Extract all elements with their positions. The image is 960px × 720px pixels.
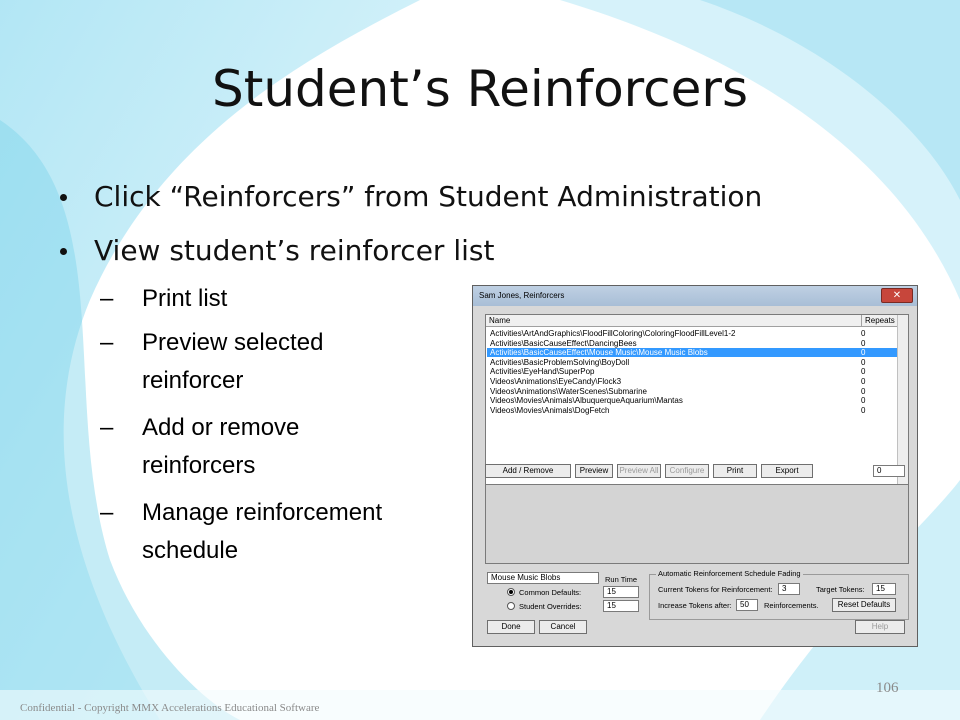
sub-bullet-item: – Add or remove reinforcers bbox=[100, 414, 300, 479]
list-item-repeats: 0 bbox=[861, 348, 866, 358]
reinforcers-dialog bbox=[472, 285, 918, 647]
sub-bullet-item: – Preview selected reinforcer bbox=[100, 329, 324, 394]
list-item-repeats: 0 bbox=[861, 329, 866, 338]
slide-title: Student’s Reinforcers bbox=[211, 60, 748, 118]
target-tokens-field[interactable]: 15 bbox=[872, 583, 896, 595]
list-item-name: Videos\Animations\WaterScenes\Submarine bbox=[490, 386, 647, 396]
student-overrides-label: Student Overrides: bbox=[519, 602, 582, 611]
sub-bullet-item: – Print list bbox=[100, 285, 228, 312]
close-icon: ✕ bbox=[892, 290, 902, 301]
list-item[interactable] bbox=[487, 339, 897, 348]
list-item[interactable] bbox=[487, 329, 897, 338]
common-defaults-label: Common Defaults: bbox=[519, 588, 582, 597]
schedule-fading-group bbox=[649, 569, 909, 620]
close-button[interactable] bbox=[881, 288, 913, 303]
current-tokens-field[interactable]: 3 bbox=[778, 583, 800, 595]
help-button[interactable]: Help bbox=[855, 620, 905, 634]
list-item-repeats: 0 bbox=[861, 367, 866, 377]
student-overrides-radio[interactable] bbox=[507, 602, 515, 610]
list-item-name: Videos\Movies\Animals\DogFetch bbox=[490, 405, 610, 415]
cancel-button[interactable]: Cancel bbox=[539, 620, 587, 634]
list-item[interactable] bbox=[487, 406, 897, 415]
list-item[interactable] bbox=[487, 387, 897, 396]
list-item[interactable] bbox=[487, 396, 897, 405]
list-item-repeats: 0 bbox=[861, 357, 866, 367]
bullet-dot-icon bbox=[60, 248, 67, 255]
footer-copyright: Confidential - Copyright MMX Accelerations Educational Software bbox=[20, 702, 320, 714]
column-header-name[interactable]: Name bbox=[486, 315, 862, 327]
target-tokens-label: Target Tokens: bbox=[816, 585, 865, 594]
list-item-name: Videos\Animations\EyeCandy\Flock3 bbox=[490, 377, 622, 386]
preview-button[interactable]: Preview bbox=[575, 464, 613, 478]
bullet-dot-icon bbox=[60, 194, 67, 201]
list-item-name: Videos\Movies\Animals\AlbuquerqueAquarium\Mantas bbox=[490, 396, 683, 406]
list-item-name: Activities\BasicProblemSolving\BoyDoll bbox=[490, 357, 630, 367]
list-item-repeats: 0 bbox=[861, 386, 866, 396]
count-field[interactable]: 0 bbox=[873, 465, 905, 477]
sub-bullet-item: – Manage reinforcement schedule bbox=[100, 499, 383, 564]
common-defaults-field[interactable]: 15 bbox=[603, 586, 639, 598]
run-time-label: Run Time bbox=[605, 575, 638, 584]
list-item-repeats: 0 bbox=[861, 405, 866, 415]
bullet-item: Click “Reinforcers” from Student Administration bbox=[60, 180, 762, 213]
current-tokens-label: Current Tokens for Reinforcement: bbox=[658, 585, 773, 594]
list-item[interactable] bbox=[487, 348, 897, 357]
print-button[interactable]: Print bbox=[713, 464, 757, 478]
list-item-name: Activities\ArtAndGraphics\FloodFillColoring\ColoringFloodFillLevel1-2 bbox=[490, 329, 736, 338]
reset-defaults-button[interactable]: Reset Defaults bbox=[832, 598, 896, 612]
list-item-repeats: 0 bbox=[861, 338, 866, 348]
list-item-name: Activities\BasicCauseEffect\Mouse Music\Mouse Music Blobs bbox=[490, 348, 708, 358]
export-button[interactable]: Export bbox=[761, 464, 813, 478]
increase-tokens-label: Increase Tokens after: bbox=[658, 601, 732, 610]
list-item-name: Activities\BasicCauseEffect\DancingBees bbox=[490, 338, 637, 348]
dialog-title: Sam Jones, Reinforcers bbox=[479, 291, 565, 300]
add-remove-button[interactable]: Add / Remove bbox=[485, 464, 571, 478]
preview-area bbox=[485, 484, 909, 564]
selected-reinforcer-field[interactable]: Mouse Music Blobs bbox=[487, 572, 599, 584]
list-item-name: Activities\EyeHand\SuperPop bbox=[490, 367, 595, 377]
list-item[interactable] bbox=[487, 367, 897, 376]
column-header-repeats[interactable]: Repeats bbox=[862, 315, 898, 327]
reinforcements-label: Reinforcements. bbox=[764, 601, 819, 610]
preview-all-button[interactable]: Preview All bbox=[617, 464, 661, 478]
dialog-titlebar[interactable] bbox=[473, 286, 917, 306]
student-overrides-field[interactable]: 15 bbox=[603, 600, 639, 612]
configure-button[interactable]: Configure bbox=[665, 464, 709, 478]
list-item-repeats: 0 bbox=[861, 396, 866, 406]
list-item-repeats: 0 bbox=[861, 377, 866, 386]
fading-group-title: Automatic Reinforcement Schedule Fading bbox=[658, 569, 801, 578]
increase-tokens-field[interactable]: 50 bbox=[736, 599, 758, 611]
common-defaults-radio[interactable] bbox=[507, 588, 515, 596]
bullet-item: View student’s reinforcer list bbox=[60, 234, 494, 267]
page-number: 106 bbox=[876, 680, 899, 696]
done-button[interactable]: Done bbox=[487, 620, 535, 634]
list-item[interactable] bbox=[487, 358, 897, 367]
list-item[interactable] bbox=[487, 377, 897, 386]
